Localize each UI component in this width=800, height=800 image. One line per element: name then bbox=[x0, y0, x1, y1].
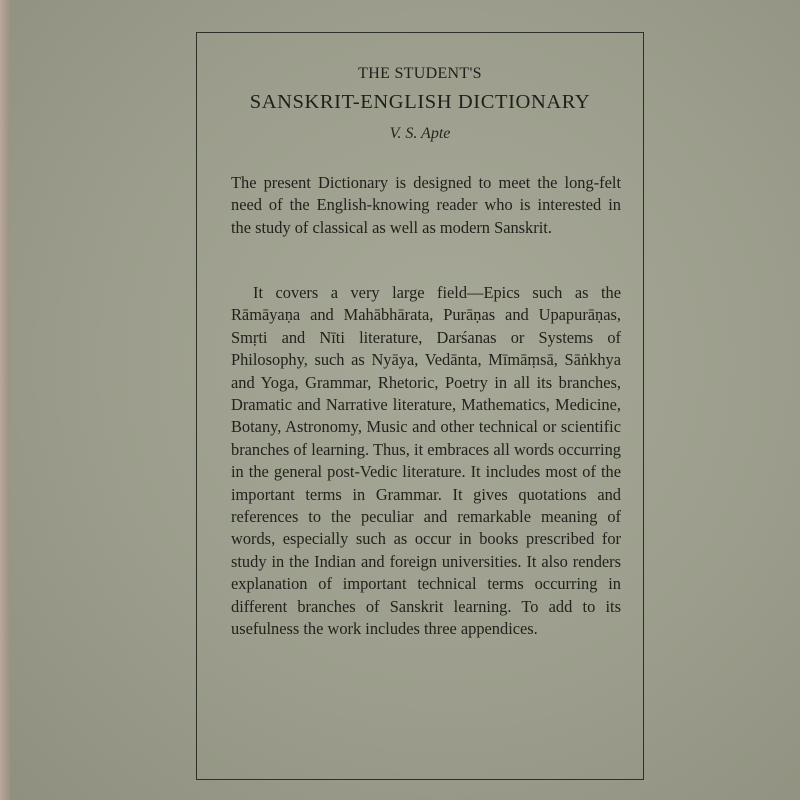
blurb-frame bbox=[196, 32, 644, 780]
book-title: SANSKRIT-ENGLISH DICTIONARY bbox=[249, 91, 591, 113]
description-paragraph-1: The present Dictionary is designed to meet the long-felt need of the English-knowing reader who is interested in the study of classical as well as modern Sanskrit. bbox=[231, 173, 621, 237]
author-name: V. S. Apte bbox=[389, 125, 451, 142]
book-back-cover bbox=[10, 0, 800, 800]
header-line-1: THE STUDENT'S bbox=[358, 65, 482, 82]
description-paragraph-2: It covers a very large field—Epics such as the Rāmāyaṇa and Mahābhārata, Purāṇas and Upapurāṇas, Smṛti and Nīti literature, Darśanas or Systems of Philosophy, such as Nyāya, Vedānta, Mīmāṃsā, Sāṅkhya and Yoga, Grammar, Rhetoric, Poetry in all its branches, Dramatic and Narrative literature, Mathematics, Medicine, Botany, Astronomy, Music and other technical or scientific branches of learning. Thus, it embraces all words occurring in the general post-Vedic literature. It includes most of the important terms in Grammar. It gives quotations and references to the peculiar and remarkable meaning of words, especially such as occur in books prescribed for study in the Indian and foreign universities. It also renders explanation of important technical terms occurring in different branches of Sanskrit learning. To add to its usefulness the work includes three appendices. bbox=[231, 283, 621, 639]
